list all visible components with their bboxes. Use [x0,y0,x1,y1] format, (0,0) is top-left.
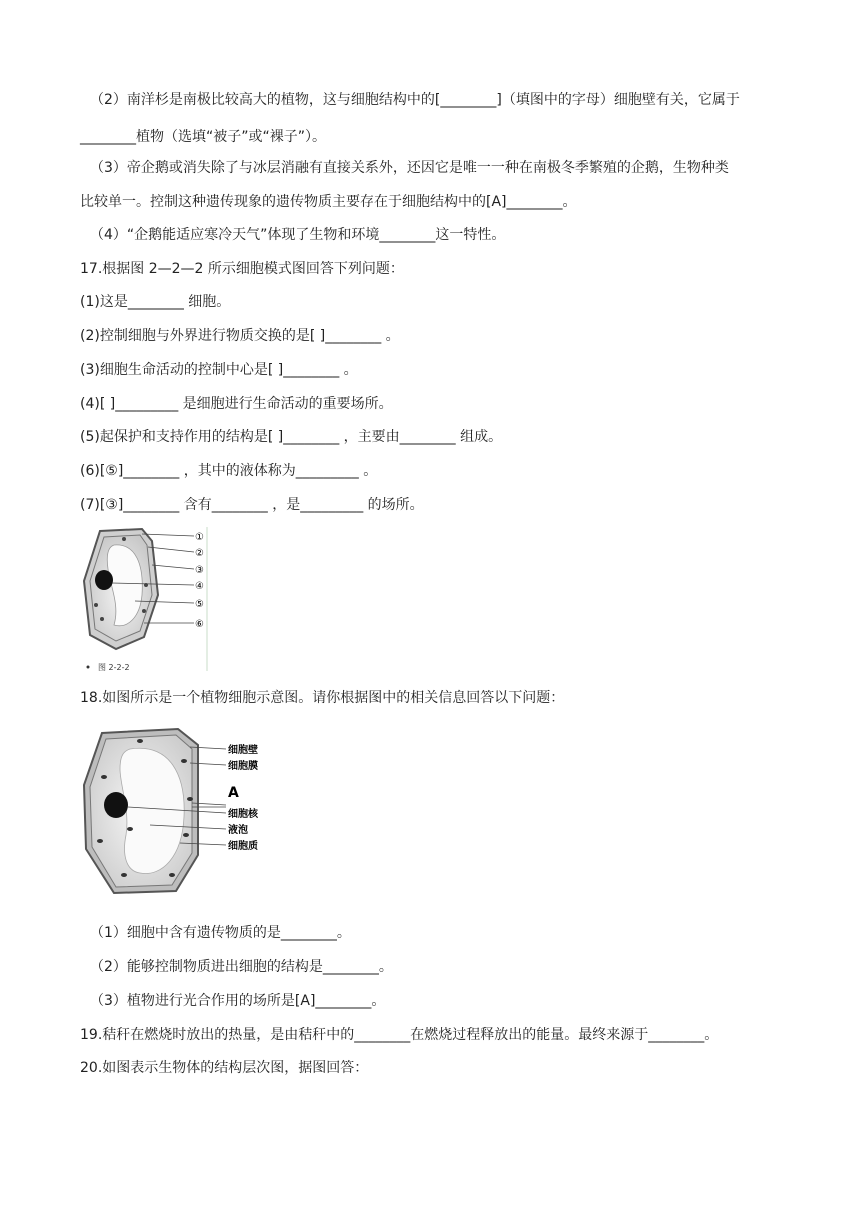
q16-part2-line2: ________植物（选填“被子”或“裸子”）。 [80,129,327,145]
q18-item3: （3）植物进行光合作用的场所是[A]________。 [90,993,386,1009]
q18-item2: （2）能够控制物质进出细胞的结构是________。 [90,959,393,975]
fig1-label-1: ① [195,532,204,543]
cell-diagram-figure-2-2-2 [80,525,212,673]
plant-cell-diagram [80,725,280,897]
q18-stem: 18.如图所示是一个植物细胞示意图。请你根据图中的相关信息回答以下问题： [80,690,565,706]
fig2-label-cell-membrane: 细胞膜 [228,761,258,772]
q16-part3-line2: 比较单一。控制这种遗传现象的遗传物质主要存在于细胞结构中的[A]________。 [80,194,577,210]
fig2-label-a: A [228,785,239,801]
q16-part2-line1: （2）南洋杉是南极比较高大的植物，这与细胞结构中的[________]（填图中的字母）细胞壁有关，它属于 [90,92,740,108]
fig2-label-cytoplasm: 细胞质 [228,841,258,852]
q17-item7: (7)[③]________ 含有________ ，是_________ 的场所。 [80,497,424,513]
q17-item6: (6)[⑤]________ ，其中的液体称为_________ 。 [80,463,378,479]
q16-part3-line1: （3）帝企鹅或消失除了与冰层消融有直接关系外，还因它是唯一一种在南极冬季繁殖的企鹅，生物种类 [90,160,729,176]
q19-stem: 19.秸秆在燃烧时放出的热量，是由秸秆中的________在燃烧过程释放出的能量。最终来源于________。 [80,1027,719,1043]
fig2-label-vacuole: 液泡 [228,825,248,836]
fig2-label-nucleus: 细胞核 [228,809,258,820]
q17-stem: 17.根据图 2—2—2 所示细胞模式图回答下列问题： [80,261,404,277]
q17-item1: (1)这是________ 细胞。 [80,294,231,310]
q17-item4: (4)[ ]_________ 是细胞进行生命活动的重要场所。 [80,396,393,412]
q17-item3: (3)细胞生命活动的控制中心是[ ]________ 。 [80,362,358,378]
fig1-label-3: ③ [195,565,204,576]
q20-stem: 20.如图表示生物体的结构层次图，据图回答： [80,1060,369,1076]
fig2-label-cell-wall: 细胞壁 [228,745,258,756]
fig1-caption: 图 2-2-2 [98,663,130,672]
q17-item5: (5)起保护和支持作用的结构是[ ]________ ，主要由________ 组成。 [80,429,503,445]
fig1-label-4: ④ [195,581,204,592]
fig1-label-5: ⑤ [195,599,204,610]
fig1-label-2: ② [195,548,204,559]
q18-item1: （1）细胞中含有遗传物质的是________。 [90,925,351,941]
fig1-label-6: ⑥ [195,619,204,630]
q16-part4: （4）“企鹅能适应寒冷天气”体现了生物和环境________这一特性。 [90,227,506,243]
q17-item2: (2)控制细胞与外界进行物质交换的是[ ]________ 。 [80,328,400,344]
